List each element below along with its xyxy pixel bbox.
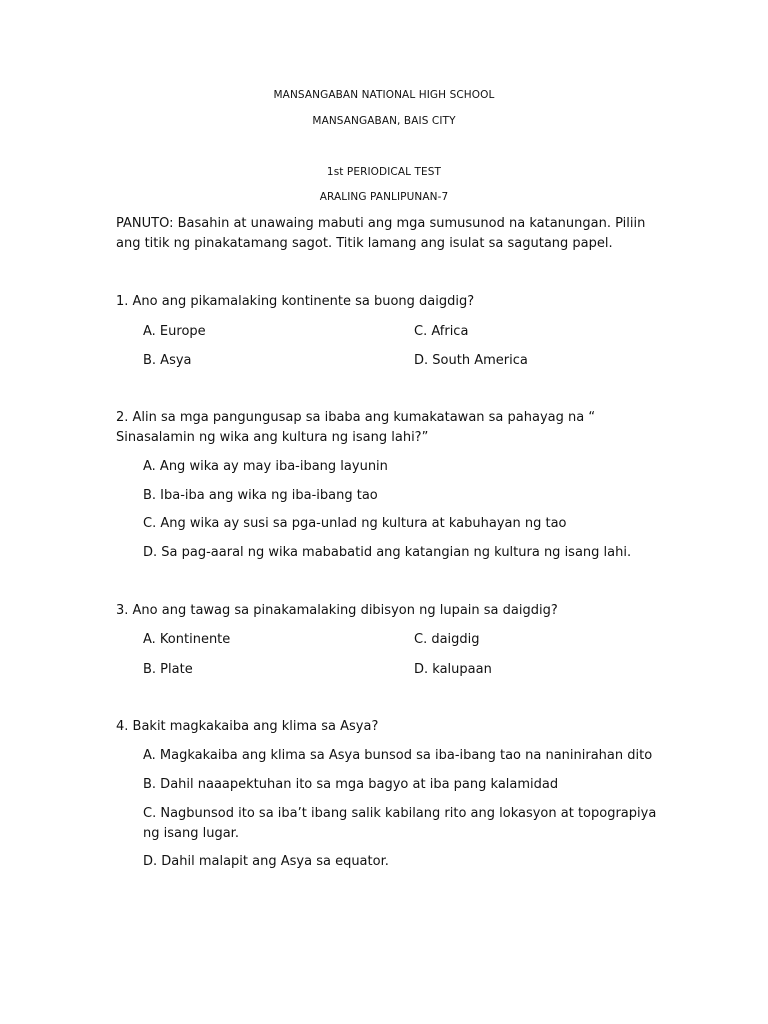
q4-option-d[interactable]: D. Dahil malapit ang Asya sa equator. (143, 854, 389, 869)
q3-option-b[interactable]: B. Plate (143, 662, 193, 677)
q3-option-c[interactable]: C. daigdig (414, 632, 480, 647)
school-name: MANSANGABAN NATIONAL HIGH SCHOOL (273, 89, 495, 101)
q3-option-d[interactable]: D. kalupaan (414, 662, 492, 677)
question-1: 1. Ano ang pikamalaking kontinente sa buong daigdig? (116, 294, 475, 309)
test-title: 1st PERIODICAL TEST (326, 166, 442, 178)
instructions-text: Basahin at unawaing mabuti ang mga sumusunod na katanungan. Piliin ang titik ng pinakatamang sagot. Titik lamang ang isulat sa sagutang papel. (116, 216, 646, 251)
q2-option-d[interactable]: D. Sa pag-aaral ng wika mababatid ang katangian ng kultura ng isang lahi. (143, 545, 632, 560)
question-4: 4. Bakit magkakaiba ang klima sa Asya? (116, 719, 379, 734)
question-3: 3. Ano ang tawag sa pinakamalaking dibisyon ng lupain sa daigdig? (116, 603, 558, 618)
instructions (116, 214, 656, 254)
instructions-label: PANUTO: (116, 216, 174, 231)
q1-option-b[interactable]: B. Asya (143, 353, 192, 368)
q1-option-c[interactable]: C. Africa (414, 324, 469, 339)
q2-option-b[interactable]: B. Iba-iba ang wika ng iba-ibang tao (143, 488, 378, 503)
q4-option-b[interactable]: B. Dahil naaapektuhan ito sa mga bagyo at iba pang kalamidad (143, 777, 559, 792)
subject-title: ARALING PANLIPUNAN-7 (319, 191, 449, 203)
q1-option-d[interactable]: D. South America (414, 353, 528, 368)
q2-option-c[interactable]: C. Ang wika ay susi sa pga-unlad ng kultura at kabuhayan ng tao (143, 516, 567, 531)
q4-option-a[interactable]: A. Magkakaiba ang klima sa Asya bunsod sa iba-ibang tao na naninirahan dito (143, 748, 653, 763)
q4-option-c[interactable]: C. Nagbunsod ito sa iba’t ibang salik kabilang rito ang lokasyon at topograpiya ng isang lugar. (143, 806, 657, 841)
q3-option-a[interactable]: A. Kontinente (143, 632, 231, 647)
question-2: 2. Alin sa mga pangungusap sa ibaba ang kumakatawan sa pahayag na “ Sinasalamin ng wika ang kultura ng isang lahi?” (116, 410, 596, 445)
school-address: MANSANGABAN, BAIS CITY (312, 115, 456, 127)
q1-option-a[interactable]: A. Europe (143, 324, 206, 339)
q2-option-a[interactable]: A. Ang wika ay may iba-ibang layunin (143, 459, 388, 474)
